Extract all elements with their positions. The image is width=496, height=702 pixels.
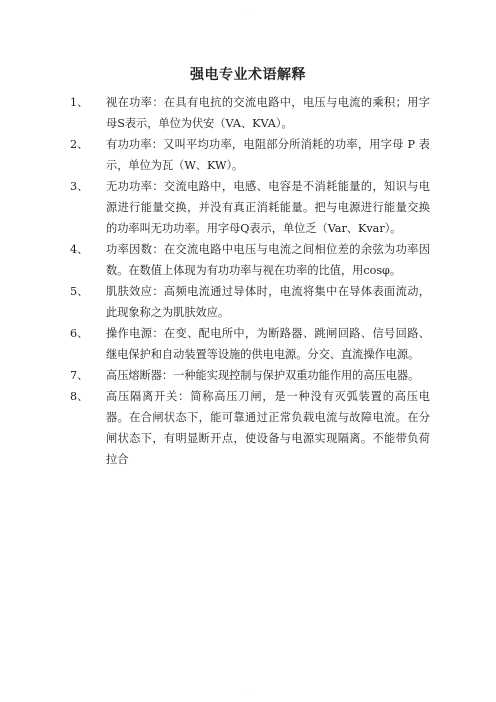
term-number: 7、 xyxy=(70,369,89,382)
term-item xyxy=(70,281,430,323)
term-item xyxy=(70,386,430,470)
term-text: 功率因数：在交流电路中电压与电流之间相位差的余弦为功率因数。在数值上体现为有功功率与视在功率的比值，用cosφ。 xyxy=(106,243,430,277)
term-number: 6、 xyxy=(70,327,89,340)
term-number: 1、 xyxy=(70,96,89,109)
term-text: 高压熔断器：一种能实现控制与保护双重功能作用的高压电器。 xyxy=(106,369,420,382)
term-text: 视在功率：在具有电抗的交流电路中，电压与电流的乘积；用字母S表示，单位为伏安（VA、KVA）。 xyxy=(106,96,430,130)
term-number: 8、 xyxy=(70,390,89,403)
terms-list xyxy=(70,92,430,470)
term-number: 4、 xyxy=(70,243,89,256)
term-number: 5、 xyxy=(70,285,89,298)
term-number: 3、 xyxy=(70,180,89,193)
document-title: 强电专业术语解释 xyxy=(190,67,306,83)
term-text: 肌肤效应：高频电流通过导体时，电流将集中在导体表面流动，此现象称之为肌肤效应。 xyxy=(106,285,430,319)
term-item xyxy=(70,176,430,239)
page-header-mark: · · · xyxy=(241,6,255,12)
page-footer-mark: · · · xyxy=(241,690,255,696)
term-item xyxy=(70,365,430,386)
term-item xyxy=(70,134,430,176)
term-text: 无功功率：交流电路中，电感、电容是不消耗能量的，知识与电源进行能量交换，并没有真正消耗能量。把与电源进行能量交换的功率叫无功功率。用字母Q表示，单位乏（Var、Kvar）。 xyxy=(106,180,430,235)
term-item xyxy=(70,323,430,365)
term-text: 有功功率：又叫平均功率，电阻部分所消耗的功率，用字母 P 表示，单位为瓦（W、KW）。 xyxy=(106,138,430,172)
term-item xyxy=(70,239,430,281)
term-text: 高压隔离开关：简称高压刀闸，是一种没有灭弧装置的高压电器。在合闸状态下，能可靠通过正常负载电流与故障电流。在分闸状态下，有明显断开点，使设备与电源实现隔离。不能带负荷拉合 xyxy=(106,390,430,466)
term-number: 2、 xyxy=(70,138,89,151)
term-item xyxy=(70,92,430,134)
term-text: 操作电源：在变、配电所中，为断路器、跳闸回路、信号回路、继电保护和自动装置等设施的供电电源。分交、直流操作电源。 xyxy=(106,327,430,361)
